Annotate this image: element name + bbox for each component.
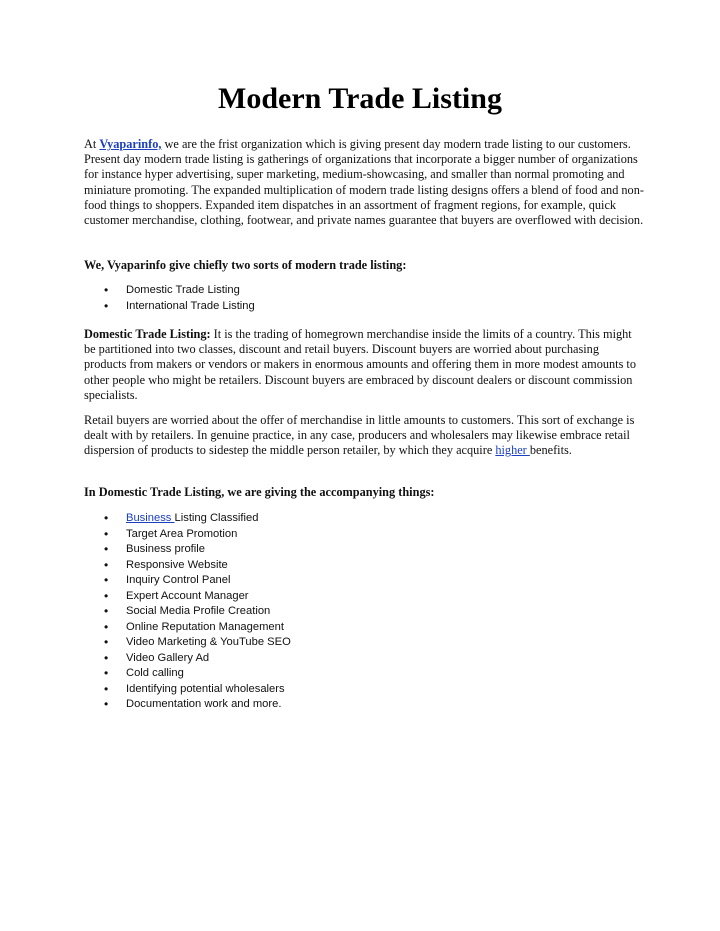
retail-suffix: benefits. — [529, 443, 572, 458]
list-item: • Inquiry Control Panel — [104, 573, 291, 589]
things-heading: In Domestic Trade Listing, we are giving the accompanying things: — [84, 485, 435, 499]
intro-prefix: At — [84, 137, 100, 151]
domestic-text: It is the trading of homegrown merchandise inside the limits of a country. This might be partitioned into two classes, discount and retail buyers. Discount buyers are worried about purchasing products from makers or vendors or makers in enormous amounts and offering them in more modest amounts to other people who might be retailers. Discount buyers are embraced by discount dealers or discount commission specialists. — [84, 327, 636, 402]
list-item: • International Trade Listing — [104, 299, 255, 315]
list-item: • Social Media Profile Creation — [104, 604, 291, 620]
list-item: • Responsive Website — [104, 558, 291, 574]
list-item: • Expert Account Manager — [104, 589, 291, 605]
list-item: • Domestic Trade Listing — [104, 283, 255, 299]
list-item: • Target Area Promotion — [104, 527, 291, 543]
sorts-list — [104, 283, 255, 314]
intro-paragraph — [84, 137, 644, 228]
list-item: • Business profile — [104, 542, 291, 558]
retail-text: Retail buyers are worried about the offer of merchandise in little amounts to customers. This sort of exchange is dealt with by retailers. In genuine practice, in any case, producers and wholesalers may likewise embrace retail dispersion of products to sidestep the middle person retailer, by which they acquire — [84, 413, 635, 458]
domestic-paragraph — [84, 327, 644, 403]
list-item — [104, 511, 291, 527]
page-title: Modern Trade Listing — [218, 82, 502, 115]
vyaparinfo-link[interactable]: Vyaparinfo, — [99, 137, 162, 151]
higher-link[interactable]: higher — [495, 443, 530, 458]
list-item: • Documentation work and more. — [104, 697, 291, 713]
list-item: • Cold calling — [104, 666, 291, 682]
intro-text: we are the frist organization which is giving present day modern trade listing to our customers. Present day modern trade listing is gatherings of organizations that incorporate a bigger number of organizations for instance hyper advertising, super marketing, medium-showcasing, and smaller than normal promoting and miniature promoting. The expanded multiplication of modern trade listing designs offers a blend of food and non-food things to shoppers. Expanded item dispatches in an assortment of fragment regions, for example, quick customer merchandise, clothing, footwear, and private names guarantee that buyers are overflowed with decision. — [84, 137, 644, 228]
list-item-rest: Listing Classified — [174, 512, 259, 524]
things-list — [104, 511, 291, 713]
list-item: • Video Gallery Ad — [104, 651, 291, 667]
retail-paragraph — [84, 413, 644, 459]
business-link[interactable]: Business — [126, 512, 175, 524]
list-item: • Video Marketing & YouTube SEO — [104, 635, 291, 651]
list-item: • Online Reputation Management — [104, 620, 291, 636]
sorts-heading: We, Vyaparinfo give chiefly two sorts of modern trade listing: — [84, 258, 407, 272]
domestic-label: Domestic Trade Listing: — [84, 327, 211, 341]
list-item: • Identifying potential wholesalers — [104, 682, 291, 698]
